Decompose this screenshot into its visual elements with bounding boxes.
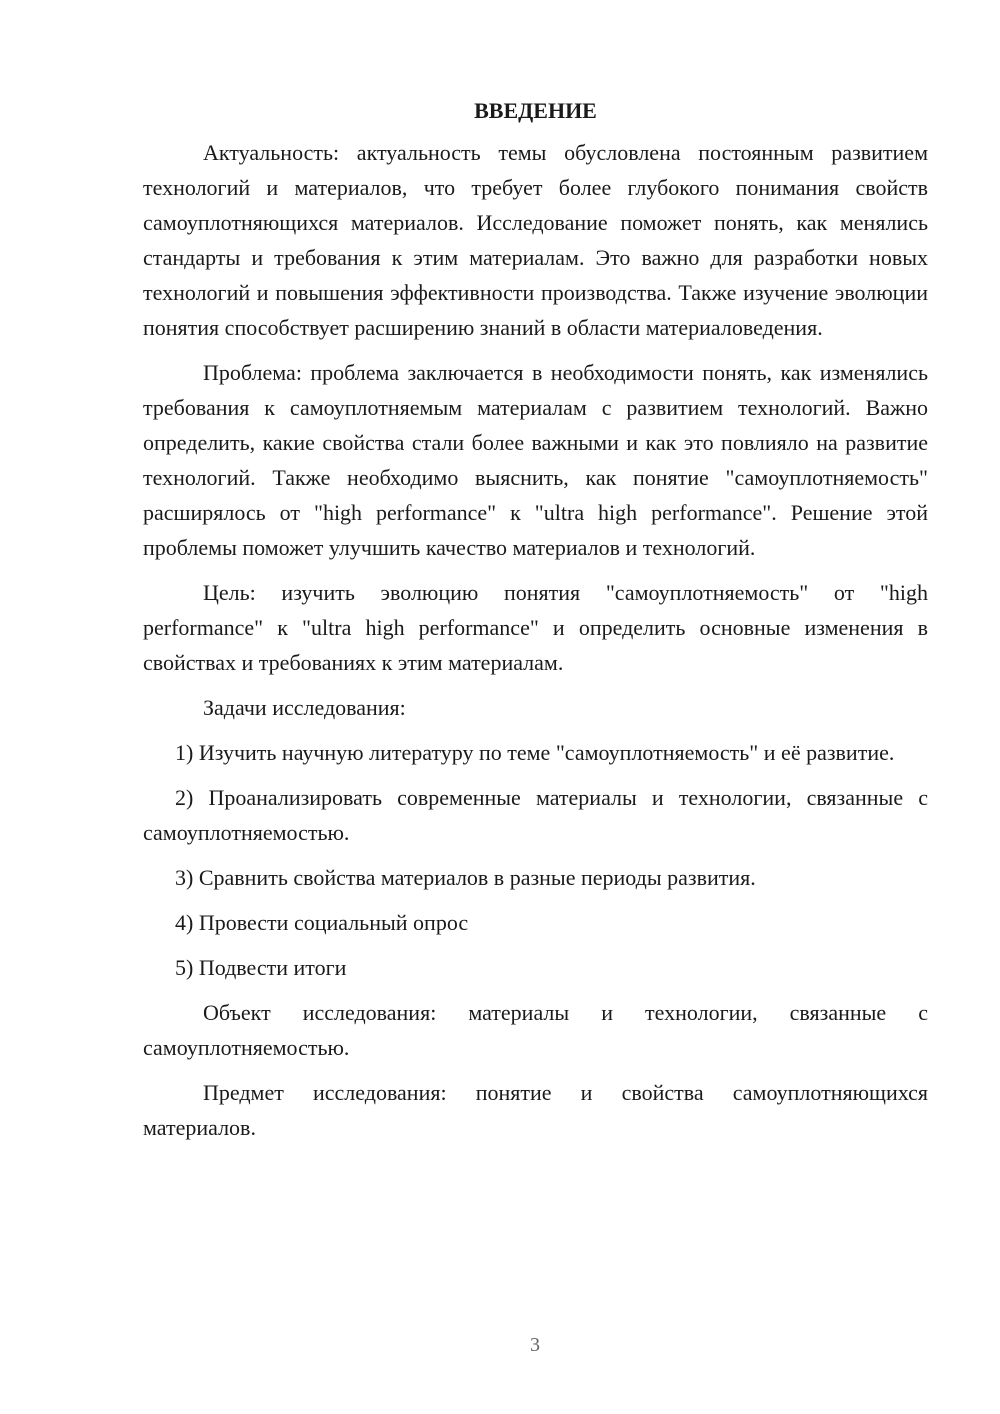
- page-content: [143, 96, 928, 1155]
- task-item: 2) Проанализировать современные материалы и технологии, связанные с самоуплотняемостью.: [143, 785, 928, 845]
- section-heading: ВВЕДЕНИЕ: [474, 98, 597, 123]
- task-item: 5) Подвести итоги: [175, 955, 347, 980]
- task-item: 4) Провести социальный опрос: [175, 910, 469, 935]
- task-item: 3) Сравнить свойства материалов в разные периоды развития.: [175, 865, 756, 890]
- task-item: 1) Изучить научную литературу по теме "самоуплотняемость" и её развитие.: [175, 740, 895, 765]
- subject-paragraph: Предмет исследования: понятие и свойства самоуплотняющихся материалов.: [143, 1080, 928, 1140]
- relevance-paragraph: Актуальность: актуальность темы обусловлена постоянным развитием технологий и материалов, что требует более глубокого понимания свойств самоуплотняющихся материалов. Исследование поможет понять, как менялись стандарты и требования к этим материалам. Это важно для разработки новых технологий и повышения эффективности производства. Также изучение эволюции понятия способствует расширению знаний в области материаловедения.: [143, 140, 928, 340]
- object-paragraph: Объект исследования: материалы и технологии, связанные с самоуплотняемостью.: [143, 1000, 928, 1060]
- tasks-title: Задачи исследования:: [203, 695, 406, 720]
- goal-paragraph: Цель: изучить эволюцию понятия "самоуплотняемость" от "high performance" к "ultra high performance" и определить основные изменения в свойствах и требованиях к этим материалам.: [143, 580, 928, 675]
- page-number: 3: [530, 1334, 540, 1356]
- problem-paragraph: Проблема: проблема заключается в необходимости понять, как изменялись требования к самоуплотняемым материалам с развитием технологий. Важно определить, какие свойства стали более важными и как это повлияло на развитие технологий. Также необходимо выяснить, как понятие "самоуплотняемость" расширялось от "high performance" к "ultra high performance". Решение этой проблемы поможет улучшить качество материалов и технологий.: [143, 360, 928, 560]
